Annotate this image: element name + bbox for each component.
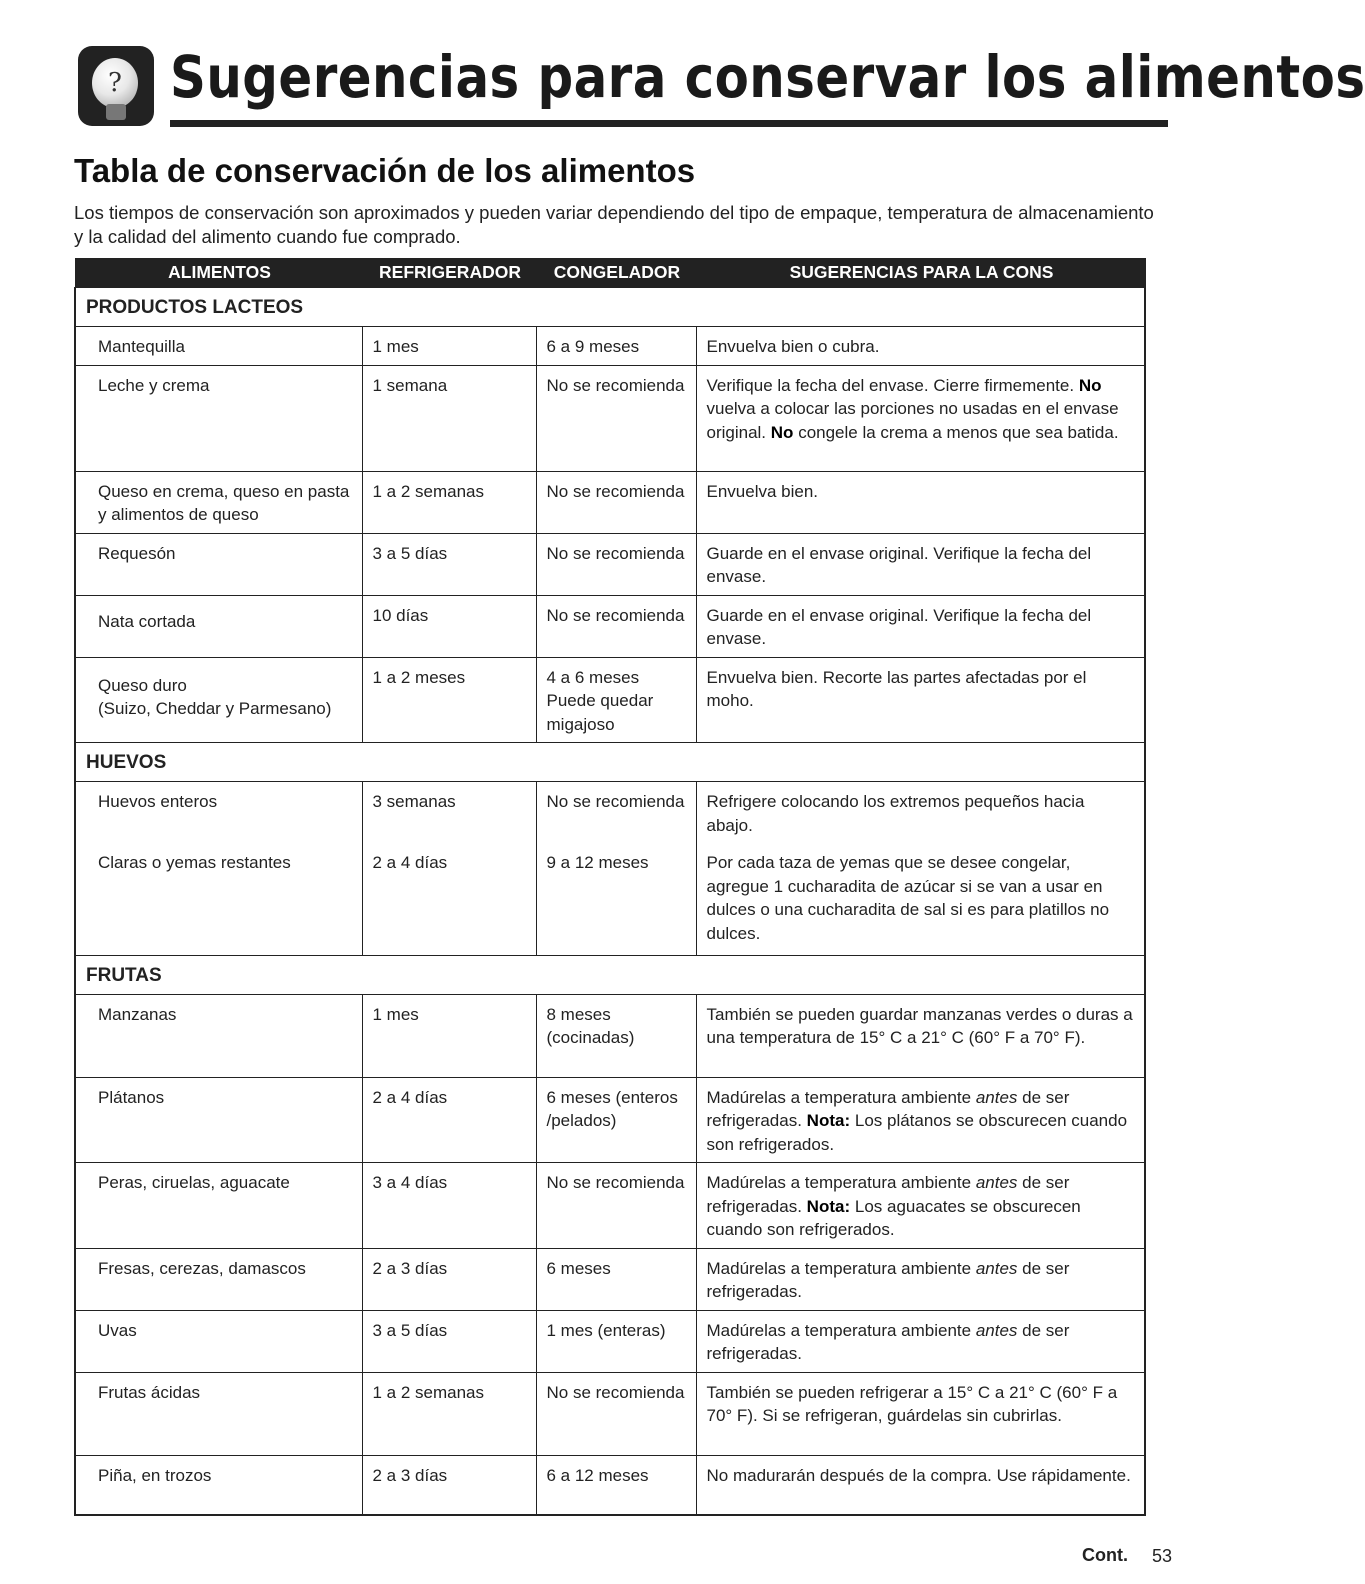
fridge-cell: 2 a 3 días (362, 1248, 536, 1310)
table-row (75, 471, 1145, 533)
freezer-cell: No se recomienda (536, 1372, 696, 1455)
category-row (75, 743, 1145, 782)
fridge-cell: 10 días (362, 595, 536, 657)
tip-cell: Madúrelas a temperatura ambiente antes de ser refrigeradas. (696, 1248, 1145, 1310)
freezer-cell: No se recomienda (536, 782, 696, 844)
fridge-cell: 1 a 2 meses (362, 657, 536, 743)
page-number: 53 (1152, 1546, 1173, 1566)
category-label: HUEVOS (75, 743, 1145, 782)
freezer-cell: 6 a 9 meses (536, 327, 696, 366)
tip-cell: Envuelva bien o cubra. (696, 327, 1145, 366)
table-row (75, 994, 1145, 1077)
tip-cell: Guarde en el envase original. Verifique la fecha del envase. (696, 595, 1145, 657)
tip-cell: No madurarán después de la compra. Use rápidamente. (696, 1455, 1145, 1515)
table-row (75, 1077, 1145, 1163)
fridge-cell: 1 a 2 semanas (362, 471, 536, 533)
freezer-cell: No se recomienda (536, 1163, 696, 1249)
fridge-cell: 3 a 5 días (362, 1310, 536, 1372)
fridge-cell: 1 mes (362, 327, 536, 366)
food-cell: Peras, ciruelas, aguacate (75, 1163, 362, 1249)
freezer-cell: 6 a 12 meses (536, 1455, 696, 1515)
tip-cell: Madúrelas a temperatura ambiente antes de ser refrigeradas. Nota: Los aguacates se obscurecen cuando son refrigerados. (696, 1163, 1145, 1249)
tip-cell: También se pueden guardar manzanas verdes o duras a una temperatura de 15° C a 21° C (60° F a 70° F). (696, 994, 1145, 1077)
table-row (75, 843, 1145, 955)
tip-cell: También se pueden refrigerar a 15° C a 21° C (60° F a 70° F). Si se refrigeran, guárdelas sin cubrirlas. (696, 1372, 1145, 1455)
food-cell: Requesón (75, 533, 362, 595)
table-row (75, 1163, 1145, 1249)
category-label: PRODUCTOS LACTEOS (75, 288, 1145, 327)
freezer-cell: No se recomienda (536, 365, 696, 471)
food-storage-table (74, 258, 1146, 1516)
freezer-cell: 6 meses (536, 1248, 696, 1310)
table-row (75, 327, 1145, 366)
title-underline (170, 120, 1168, 127)
freezer-cell: No se recomienda (536, 471, 696, 533)
food-cell: Huevos enteros (75, 782, 362, 844)
food-cell: Plátanos (75, 1077, 362, 1163)
category-row (75, 955, 1145, 994)
tip-cell: Guarde en el envase original. Verifique la fecha del envase. (696, 533, 1145, 595)
food-cell: Manzanas (75, 994, 362, 1077)
fridge-cell: 3 a 4 días (362, 1163, 536, 1249)
table-header-row (75, 259, 1145, 288)
tip-cell: Madúrelas a temperatura ambiente antes de ser refrigeradas. (696, 1310, 1145, 1372)
freezer-cell: 8 meses (cocinadas) (536, 994, 696, 1077)
tip-cell: Refrigere colocando los extremos pequeños hacia abajo. (696, 782, 1145, 844)
tip-cell: Envuelva bien. (696, 471, 1145, 533)
freezer-cell: 6 meses (enteros /pelados) (536, 1077, 696, 1163)
tip-cell: Por cada taza de yemas que se desee congelar, agregue 1 cucharadita de azúcar si se van a usar en dulces o una cucharadita de sal si es para platillos no dulces. (696, 843, 1145, 955)
fridge-cell: 2 a 4 días (362, 843, 536, 955)
freezer-cell: 4 a 6 meses Puede quedar migajoso (536, 657, 696, 743)
food-cell: Leche y crema (75, 365, 362, 471)
page-header (78, 38, 1365, 134)
intro-paragraph: Los tiempos de conservación son aproximados y pueden variar dependiendo del tipo de empaque, temperatura de almacenamiento y la calidad del alimento cuando fue comprado. (74, 202, 1154, 247)
table-row (75, 533, 1145, 595)
table-row (75, 782, 1145, 844)
continued-label: Cont. (1082, 1545, 1128, 1565)
freezer-cell: No se recomienda (536, 595, 696, 657)
freezer-cell: 9 a 12 meses (536, 843, 696, 955)
food-cell: Nata cortada (75, 595, 362, 657)
table-row (75, 595, 1145, 657)
col-header-freezer: CONGELADOR (536, 259, 696, 288)
fridge-cell: 3 semanas (362, 782, 536, 844)
table-row (75, 1455, 1145, 1515)
food-cell: Uvas (75, 1310, 362, 1372)
table-row (75, 365, 1145, 471)
food-cell: Mantequilla (75, 327, 362, 366)
table-row (75, 1372, 1145, 1455)
freezer-cell: 1 mes (enteras) (536, 1310, 696, 1372)
section-subtitle: Tabla de conservación de los alimentos (74, 152, 696, 189)
fridge-cell: 2 a 4 días (362, 1077, 536, 1163)
col-header-foods: ALIMENTOS (75, 259, 362, 288)
tip-cell: Envuelva bien. Recorte las partes afectadas por el moho. (696, 657, 1145, 743)
fridge-cell: 1 semana (362, 365, 536, 471)
food-cell: Fresas, cerezas, damascos (75, 1248, 362, 1310)
col-header-fridge: REFRIGERADOR (362, 259, 536, 288)
col-header-tips: SUGERENCIAS PARA LA CONS (696, 259, 1145, 288)
freezer-cell: No se recomienda (536, 533, 696, 595)
tip-cell: Madúrelas a temperatura ambiente antes de ser refrigeradas. Nota: Los plátanos se obscurecen cuando son refrigerados. (696, 1077, 1145, 1163)
food-cell: Queso duro (Suizo, Cheddar y Parmesano) (75, 657, 362, 743)
fridge-cell: 3 a 5 días (362, 533, 536, 595)
table-row (75, 657, 1145, 743)
food-cell: Frutas ácidas (75, 1372, 362, 1455)
lightbulb-icon: ? (78, 46, 154, 126)
table-row (75, 1310, 1145, 1372)
food-cell: Claras o yemas restantes (75, 843, 362, 955)
category-row (75, 288, 1145, 327)
table-row (75, 1248, 1145, 1310)
fridge-cell: 1 mes (362, 994, 536, 1077)
page-title: Sugerencias para conservar los alimentos (170, 43, 1365, 111)
fridge-cell: 1 a 2 semanas (362, 1372, 536, 1455)
tip-cell: Verifique la fecha del envase. Cierre firmemente. No vuelva a colocar las porciones no usadas en el envase original. No congele la crema a menos que sea batida. (696, 365, 1145, 471)
category-label: FRUTAS (75, 955, 1145, 994)
food-cell: Queso en crema, queso en pasta y alimentos de queso (75, 471, 362, 533)
fridge-cell: 2 a 3 días (362, 1455, 536, 1515)
food-cell: Piña, en trozos (75, 1455, 362, 1515)
